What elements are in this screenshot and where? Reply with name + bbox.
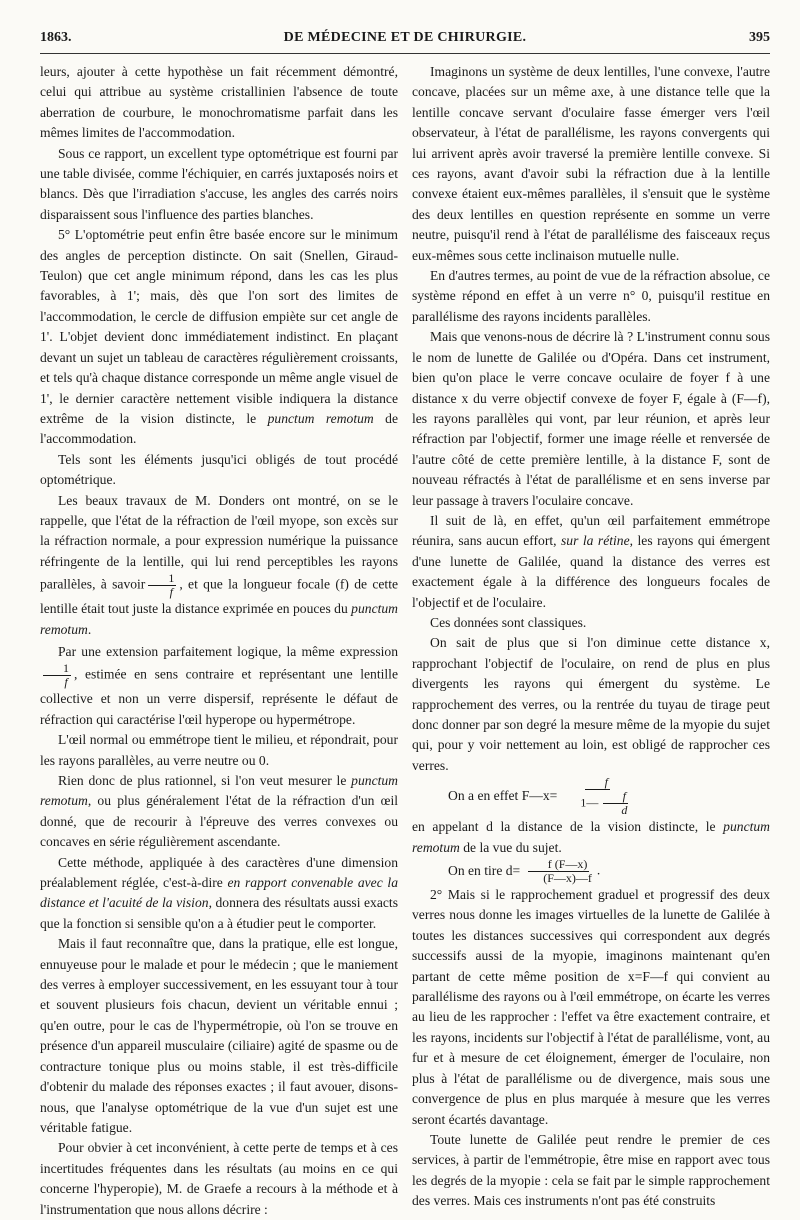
paragraph: leurs, ajouter à cette hypothèse un fait récemment démontré, celui qui attribue au système cristallinien l'absence de toute aberration de courbure, le monochromatisme parfait dans les mêmes limites de l'accommodation. — [40, 64, 398, 141]
fraction: $\frac{1}{f}$ — [43, 662, 71, 689]
paragraph: Ces données sont classiques. — [430, 614, 587, 630]
paragraph: Sous ce rapport, un excellent type optométrique est fourni par une table divisée, comme l'échiquier, en carrés juxtaposés noirs et blancs. Dès que l'irradiation s'accuse, les angles des carrés noirs disparaissent sous l'influence des parties blanches. — [40, 145, 398, 222]
paragraph: Pour obvier à cet inconvénient, à cette perte de temps et à ces incertitudes fréquentes dans les résultats (au moins en ce qui concerne l'hyperopie), M. de Graefe a recours à la méthode et à l'instrumentation que nous allons décrire : — [40, 1140, 398, 1217]
paragraph: Tels sont les éléments jusqu'ici obligés de tout procédé optométrique. — [40, 451, 398, 488]
paragraph: Cette méthode, appliquée à des caractères d'une dimension préalablement réglée, c'est-à-dire en rapport convenable avec la distance et l'acuité de la vision, donnera des résultats aussi exacts que la fonction si sensible qu'on a à étudier peut le comporter. — [40, 854, 398, 931]
paragraph: On sait de plus que si l'on diminue cette distance x, rapprochant l'objectif de l'oculaire, on rend de plus en plus divergents les rayons qui émergent du système. Le rapprochement des verres, ou la rentrée du tuyau de tirage peut donc donner par son degré la mesure même de la myopie du sujet qui, pour y voir nettement au loin, est obligé de rapprocher ces verres. — [412, 635, 770, 773]
paragraph: En d'autres termes, au point de vue de la réfraction absolue, ce système répond en effet à un verre n° 0, puisqu'il restitue en parallélisme des rayons incidents parallèles. — [412, 268, 770, 324]
paragraph: L'œil normal ou emmétrope tient le milieu, et répondrait, pour les rayons parallèles, au verre neutre ou 0. — [40, 732, 398, 768]
paragraph: Mais que venons-nous de décrire là ? L'instrument connu sous le nom de lunette de Galilée ou d'Opéra. Dans cet instrument, bien qu'on place le verre concave oculaire de foyer f à une distance x du verre objectif convexe de foyer F, égale à (F—f), les rayons parallèles qui vont, par leur réunion, et après leur réfraction par l'objectif, former une image réelle et renversée de l'autre côté de cette première lentille, à la distance F, sont de nouveau réfractés à l'état de parallélisme et en sens inverse par leur passage à travers l'oculaire concave. — [412, 329, 770, 508]
page-number: 395 — [749, 30, 770, 45]
paragraph: Toute lunette de Galilée peut rendre le premier de ces services, à partir de l'emmétropie, être mise en rapport avec tous les degrés de la myopie : cela se fait par le simple rapprochement des verres. Mais ces instruments n'ont pas été construits — [412, 1131, 770, 1209]
fraction: $\frac{1}{f}$ — [148, 572, 176, 599]
paragraph: en appelant d la distance de la vision distincte, le punctum remotum de la vue du sujet. — [412, 819, 770, 855]
running-header — [40, 30, 770, 52]
paragraph: Les beaux travaux de M. Donders ont montré, on se le rappelle, que l'état de la réfraction de l'œil myope, son excès sur la réfraction normale, a pour expression numérique la puissance réfringente de la lentille, qui lui rend perceptibles les rayons parallèles, à savoir $\frac{1}{f}$ , et que la longueur focale (f) de cette lentille était tout juste la distance exprimée en pouces du punctum remotum. — [40, 492, 399, 637]
paragraph: 2° Mais si le rapprochement graduel et progressif des deux verres nous donne les images virtuelles de la lunette de Galilée à toutes les distances successives qui correspondent aux degrés successifs aussi de la myopie, imaginons maintenant qu'en partant de cette même position de x=F—f qui convient au parallélisme des rayons ou à l'œil emmétrope, on écarte les verres au lieu de les rapprocher : l'effet va être exactement contraire, et les rayons, incidents sur l'objectif à l'état de parallélisme, vont, au fur et à mesure de cet éloignement, émerger de l'oculaire, non plus à l'état de parallélisme ou de divergence, mais sous une convergence de plus en plus marquée à mesure que les verres seront écartés davantage. — [412, 887, 770, 1127]
paragraph: Rien donc de plus rationnel, si l'on veut mesurer le punctum remotum, ou plus généralement l'état de la réfraction d'un œil donné, que de recourir à l'épreuve des verres convexes ou concaves en série régulièrement ascendante. — [40, 773, 398, 850]
right-column — [412, 62, 770, 1212]
left-column — [40, 62, 398, 1220]
formula-1: On a en effet F—x= f 1— $\frac{f}{d}$ — [448, 775, 628, 818]
paragraph: Mais il faut reconnaître que, dans la pratique, elle est longue, ennuyeuse pour le malade et pour le médecin ; que le maniement des verres à employer successivement, en les essuyant tour à tour et souvent plusieurs fois chacun, devient un véritable ennui ; qu'en outre, pour le cas de l'hypermétropie, où l'on se trouve en présence d'un appareil musculaire (ciliaire) agité de spasme ou de contracture tonique plus ou moins stable, il est très-difficile d'obtenir du malade des réponses exactes ; il faut avouer, disons-nous, que l'analyse optométrique de la vue d'un sujet est une véritable fatigue. — [40, 936, 398, 1135]
paragraph: 5° L'optométrie peut enfin être basée encore sur le minimum des angles de perception distincte. On sait (Snellen, Giraud-Teulon) que cet angle minimum répond, dans les cas les plus favorables, à 1'; mais, dès que l'on sort des limites de l'accommodation, le cercle de diffusion empiète sur cet angle de 1'. L'objet devient donc immédiatement indistinct. En plaçant devant un sujet un tableau de caractères régulièrement croissants, et tels qu'à chaque distance corresponde un même angle visuel de 1', le dernier caractère nettement visible indiquera la distance extrême de la vision distincte, le punctum remotum de l'accommodation. — [40, 227, 398, 447]
header-rule — [40, 53, 770, 54]
formula-2: On en tire d= $\frac{f (F—x)}{(F—x)—f}$ . — [448, 857, 601, 886]
paragraph: Il suit de là, en effet, qu'un œil parfaitement emmétrope réunira, sans aucun effort, sur la rétine, les rayons qui émergent d'une lunette de Galilée, quand la distance des verres est exactement égale à la différence des longueurs focales de l'objectif et de l'oculaire. — [412, 512, 770, 610]
paragraph: Par une extension parfaitement logique, la même expression $\frac{1}{f}$ , estimée en sens contraire et représentant une lentille collective et non un verre dispersif, représente le défaut de réfraction qui caractérise l'œil hyperope ou hypermétrope. — [40, 643, 398, 727]
header-title: DE MÉDECINE ET DE CHIRURGIE. — [283, 30, 527, 45]
paragraph: Imaginons un système de deux lentilles, l'une convexe, l'autre concave, placées sur un même axe, à une distance telle que la lentille concave servant d'oculaire fasse émerger vers l'œil observateur, à l'état de parallélisme, les rayons convergents qui lui arrivent après avoir traversé la première lentille convexe. Si ces rayons, avant d'avoir subi la réfraction due à la lentille convexe étaient eux-mêmes parallèles, il s'ensuit que le système des deux lentilles en question représente en somme un verre neutre, puisqu'il rend à l'état de parallélisme des faisceaux reçus eux-mêmes sous cette inclinaison mutuelle nulle. — [412, 64, 770, 263]
header-year: 1863. — [40, 30, 72, 45]
